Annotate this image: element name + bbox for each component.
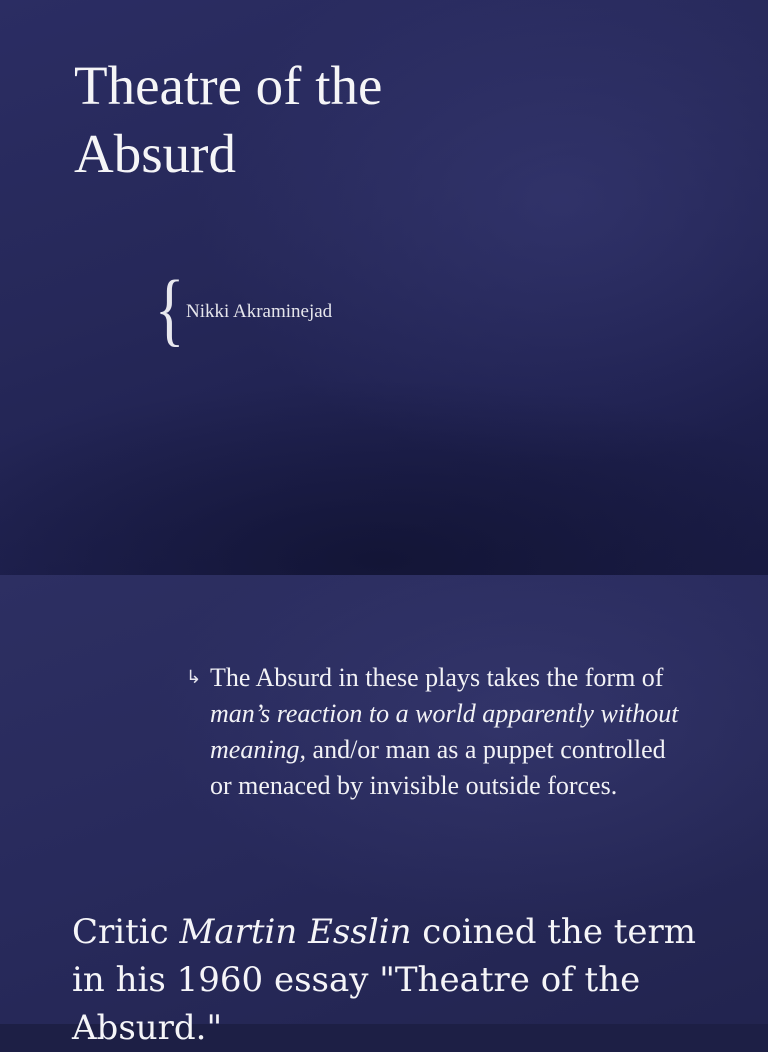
critic-part2: coined the term in his 1960 essay "Theatre of the Absurd."	[72, 912, 697, 1048]
bullet-text-italic: man’s reaction to a world apparently without meaning,	[210, 699, 679, 764]
critic-name-italic: Martin Esslin	[179, 912, 412, 952]
content-slide	[0, 575, 768, 1048]
author-name: Nikki Akraminejad	[186, 301, 333, 322]
bullet-text	[210, 660, 690, 804]
bullet-text-part1: The Absurd in these plays takes the form of	[210, 663, 664, 692]
slide-title	[74, 52, 634, 188]
title-line-1: Theatre of the	[74, 55, 383, 116]
critic-paragraph	[72, 908, 712, 1052]
brace-decoration: {	[154, 263, 185, 354]
bullet-text-part2: and/or man as a puppet controlled or menaced by invisible outside forces.	[210, 735, 666, 800]
title-line-2: Absurd	[74, 123, 236, 184]
scroll-bullet-icon: ↳	[186, 667, 202, 688]
critic-part1: Critic	[72, 912, 180, 952]
